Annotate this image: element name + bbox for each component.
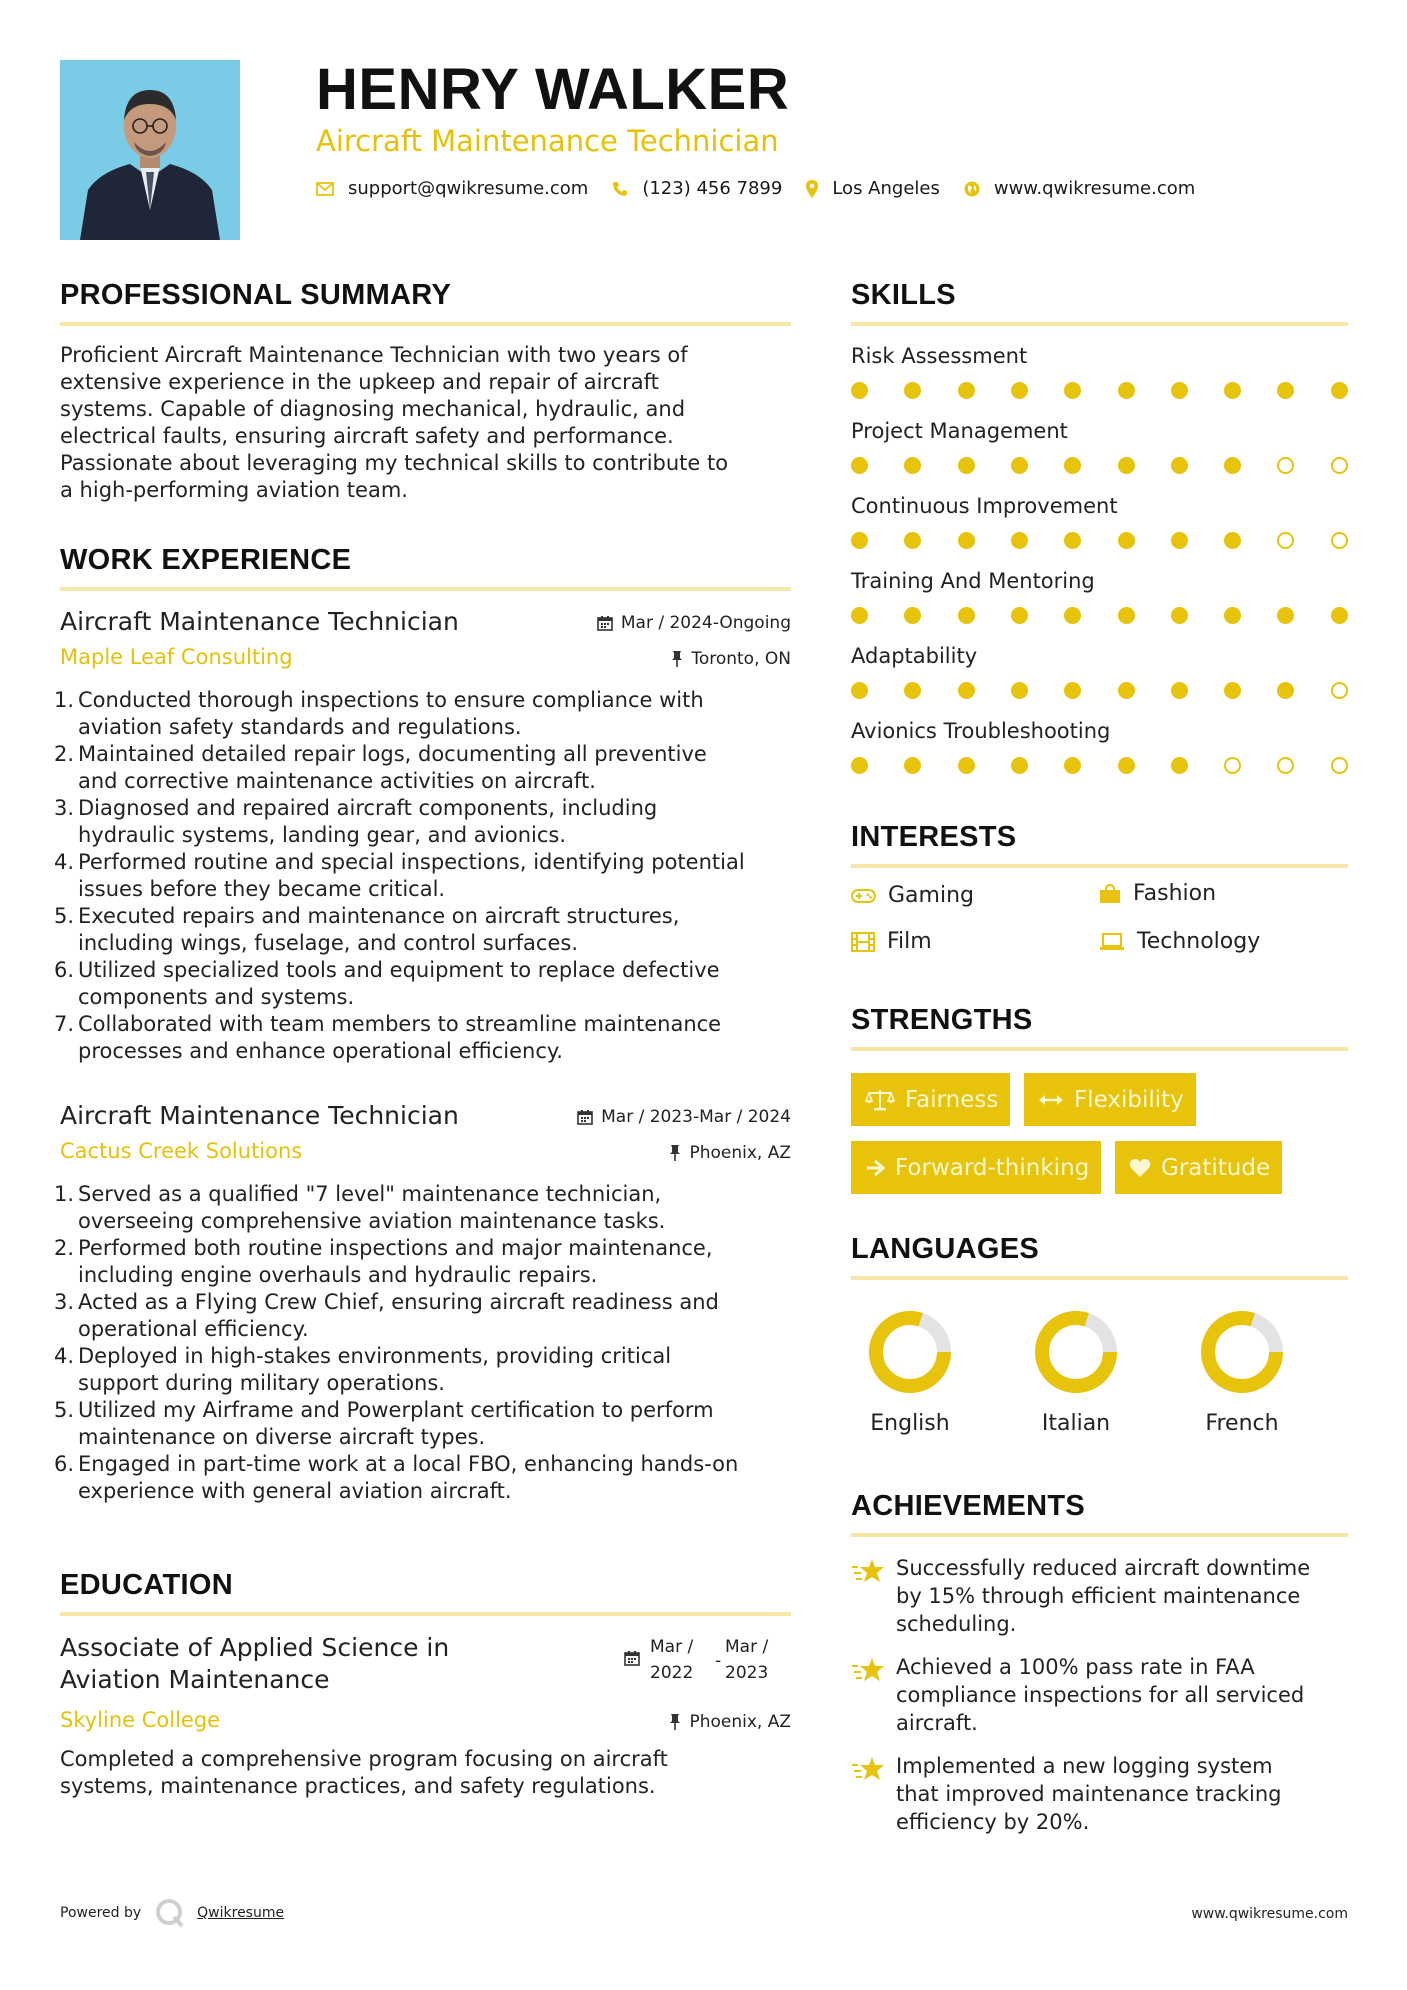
strength-chip (851, 1141, 1101, 1194)
item-line: Collaborated with team members to streamline maintenance (78, 1012, 722, 1036)
rating-dot-filled (958, 382, 975, 399)
item-line: Conducted thorough inspections to ensure compliance with (78, 688, 704, 712)
item-line: Performed routine and special inspections, identifying potential (78, 850, 745, 874)
rating-dot-filled (904, 532, 921, 549)
interest-gaming (851, 883, 974, 908)
date-line: Mar / (650, 1637, 694, 1657)
summary-line: electrical faults, ensuring aircraft safety and performance. (60, 424, 674, 448)
contact-email[interactable] (316, 178, 588, 199)
section-heading: INTERESTS (851, 821, 1017, 853)
list-item (54, 1011, 800, 1065)
profile-photo (60, 60, 240, 240)
powered-by-text: Powered by (60, 1905, 142, 1921)
section-heading: PROFESSIONAL SUMMARY (60, 279, 452, 311)
section-heading: SKILLS (851, 279, 956, 311)
rating-dot-filled (904, 757, 921, 774)
job-date (577, 1107, 791, 1127)
skill-name: Adaptability (851, 644, 978, 668)
arrows-horizontal-icon (1038, 1093, 1064, 1107)
item-number: 1. (54, 688, 75, 712)
rating-dot-empty (1224, 757, 1241, 774)
item-line: Deployed in high-stakes environments, providing critical (78, 1344, 672, 1368)
skill-row (851, 343, 1348, 400)
language-label: English (870, 1411, 950, 1436)
qwikresume-logo-icon (155, 1898, 185, 1928)
item-number: 7. (54, 1012, 75, 1036)
language-item (1016, 1307, 1136, 1436)
pushpin-icon (671, 651, 683, 667)
item-number: 5. (54, 904, 75, 928)
rating-dot-filled (1064, 607, 1081, 624)
rating-dot-filled (904, 382, 921, 399)
achievement-item (851, 1554, 1348, 1638)
rating-dot-filled (1011, 382, 1028, 399)
list-item (54, 1343, 800, 1397)
rating-dot-filled (1331, 382, 1348, 399)
rating-dot-filled (1064, 382, 1081, 399)
item-number: 1. (54, 1182, 75, 1206)
job-location (669, 1143, 791, 1163)
section-divider (851, 1276, 1348, 1280)
strength-label: Fairness (905, 1086, 999, 1113)
skill-name: Avionics Troubleshooting (851, 719, 1111, 743)
rating-dot-filled (1171, 757, 1188, 774)
rating-dot-filled (1118, 607, 1135, 624)
section-heading: WORK EXPERIENCE (60, 544, 352, 576)
star-icon (851, 1558, 885, 1584)
list-item (54, 1289, 800, 1343)
list-item (54, 795, 800, 849)
job-date-text: Mar / 2023-Mar / 2024 (601, 1107, 791, 1127)
section-divider (60, 587, 791, 591)
item-line: Engaged in part-time work at a local FBO, enhancing hands-on (78, 1452, 739, 1476)
skills-section (851, 279, 1348, 326)
achievement-line: that improved maintenance tracking (896, 1782, 1282, 1806)
section-heading: STRENGTHS (851, 1004, 1033, 1036)
skill-row (851, 718, 1348, 775)
rating-dot-filled (1171, 532, 1188, 549)
skill-rating (851, 530, 1348, 550)
rating-dot-filled (1064, 682, 1081, 699)
rating-dot-filled (904, 457, 921, 474)
rating-dot-filled (958, 757, 975, 774)
calendar-icon (577, 1109, 593, 1125)
interest-label: Gaming (888, 883, 974, 908)
arrow-right-icon (865, 1159, 885, 1177)
brand-link[interactable]: Qwikresume (197, 1905, 285, 1921)
location-text: Los Angeles (832, 178, 940, 199)
date-line: 2022 (650, 1663, 694, 1683)
job-company: Maple Leaf Consulting (60, 645, 293, 669)
email-text: support@qwikresume.com (348, 178, 589, 199)
list-item (54, 1181, 800, 1235)
skill-name: Continuous Improvement (851, 494, 1118, 518)
envelope-icon (316, 182, 334, 196)
rating-dot-filled (1224, 682, 1241, 699)
item-number: 6. (54, 958, 75, 982)
item-line: hydraulic systems, landing gear, and avionics. (78, 823, 567, 847)
languages-section (851, 1233, 1348, 1280)
experience-section (60, 544, 791, 591)
rating-dot-filled (1064, 457, 1081, 474)
summary-line: a high-performing aviation team. (60, 478, 408, 502)
achievement-item (851, 1653, 1348, 1737)
rating-dot-empty (1277, 457, 1294, 474)
list-item (54, 687, 800, 741)
interest-label: Fashion (1133, 881, 1217, 906)
skill-rating (851, 680, 1348, 700)
list-item (54, 903, 800, 957)
rating-dot-filled (1277, 382, 1294, 399)
skill-rating (851, 605, 1348, 625)
rating-dot-filled (1277, 607, 1294, 624)
interest-label: Technology (1137, 929, 1261, 954)
phone-icon (612, 181, 628, 197)
item-line: operational efficiency. (78, 1317, 309, 1341)
strength-label: Gratitude (1161, 1154, 1271, 1181)
rating-dot-filled (1064, 532, 1081, 549)
item-line: Diagnosed and repaired aircraft components, including (78, 796, 658, 820)
section-divider (851, 1047, 1348, 1051)
date-separator: - (715, 1651, 722, 1671)
job-role: Aircraft Maintenance Technician (60, 1101, 459, 1130)
strength-label: Forward-thinking (895, 1154, 1090, 1181)
education-location (669, 1712, 791, 1732)
list-item (54, 741, 800, 795)
rating-dot-empty (1277, 757, 1294, 774)
list-item (54, 849, 800, 903)
skill-name: Risk Assessment (851, 344, 1028, 368)
section-heading: ACHIEVEMENTS (851, 1490, 1086, 1522)
strengths-section (851, 1004, 1348, 1051)
item-line: including engine overhauls and hydraulic repairs. (78, 1263, 598, 1287)
item-line: Acted as a Flying Crew Chief, ensuring aircraft readiness and (78, 1290, 719, 1314)
date-line: 2023 (725, 1663, 769, 1683)
achievement-line: efficiency by 20%. (896, 1810, 1090, 1834)
summary-line: Proficient Aircraft Maintenance Technician with two years of (60, 343, 688, 367)
degree-line: Aviation Maintenance (60, 1665, 330, 1694)
education-description (60, 1746, 791, 1800)
laptop-icon (1099, 933, 1125, 951)
shopping-bag-icon (1099, 884, 1121, 904)
item-line: overseeing comprehensive aviation maintenance tasks. (78, 1209, 666, 1233)
contact-phone[interactable] (612, 178, 782, 199)
job-duties (54, 1181, 800, 1505)
degree-line: Associate of Applied Science in (60, 1633, 450, 1662)
rating-dot-filled (1118, 532, 1135, 549)
education-start-date (650, 1634, 693, 1686)
achievements-section (851, 1490, 1348, 1537)
summary-line: extensive experience in the upkeep and repair of aircraft (60, 370, 659, 394)
skill-row (851, 643, 1348, 700)
summary-text (60, 342, 800, 504)
achievement-line: compliance inspections for all serviced (896, 1683, 1305, 1707)
rating-dot-filled (958, 532, 975, 549)
achievement-item (851, 1752, 1348, 1836)
rating-dot-filled (1064, 757, 1081, 774)
item-line: Utilized my Airframe and Powerplant certification to perform (78, 1398, 714, 1422)
rating-dot-empty (1331, 457, 1348, 474)
language-proficiency-donut (1197, 1307, 1287, 1397)
job-company: Cactus Creek Solutions (60, 1139, 303, 1163)
language-label: Italian (1041, 1411, 1111, 1436)
skill-rating (851, 755, 1348, 775)
job-role: Aircraft Maintenance Technician (60, 607, 459, 636)
rating-dot-filled (1171, 682, 1188, 699)
candidate-name: HENRY WALKER (316, 57, 790, 122)
rating-dot-filled (1011, 607, 1028, 624)
desc-line: systems, maintenance practices, and safety regulations. (60, 1774, 656, 1798)
item-line: support during military operations. (78, 1371, 445, 1395)
rating-dot-filled (1118, 682, 1135, 699)
date-line: Mar / (725, 1637, 769, 1657)
item-number: 6. (54, 1452, 75, 1476)
calendar-icon (597, 615, 613, 631)
skill-row (851, 493, 1348, 550)
rating-dot-empty (1331, 682, 1348, 699)
rating-dot-filled (1118, 382, 1135, 399)
interest-film (851, 929, 932, 954)
item-line: maintenance on diverse aircraft types. (78, 1425, 486, 1449)
interests-section (851, 821, 1348, 868)
star-icon (851, 1756, 885, 1782)
rating-dot-filled (851, 757, 868, 774)
job-date (597, 613, 791, 633)
rating-dot-filled (958, 457, 975, 474)
education-location-text: Phoenix, AZ (689, 1712, 791, 1732)
item-number: 3. (54, 1290, 75, 1314)
item-line: and corrective maintenance activities on aircraft. (78, 769, 596, 793)
globe-icon (964, 181, 980, 197)
rating-dot-empty (1277, 532, 1294, 549)
item-number: 2. (54, 742, 75, 766)
summary-section (60, 279, 791, 326)
school-name: Skyline College (60, 1708, 221, 1732)
rating-dot-filled (1224, 532, 1241, 549)
rating-dot-filled (1011, 757, 1028, 774)
item-line: aviation safety standards and regulations. (78, 715, 522, 739)
heart-icon (1129, 1158, 1151, 1178)
item-number: 4. (54, 1344, 75, 1368)
skill-name: Training And Mentoring (851, 569, 1095, 593)
item-line: Served as a qualified "7 level" maintenance technician, (78, 1182, 662, 1206)
rating-dot-filled (1224, 457, 1241, 474)
list-item (54, 957, 800, 1011)
rating-dot-filled (1171, 457, 1188, 474)
rating-dot-filled (1171, 607, 1188, 624)
list-item (54, 1235, 800, 1289)
list-item (54, 1397, 800, 1451)
item-line: including wings, fuselage, and control surfaces. (78, 931, 579, 955)
job-location-text: Phoenix, AZ (689, 1143, 791, 1163)
strength-chip (851, 1073, 1010, 1126)
job-location-text: Toronto, ON (691, 649, 791, 669)
candidate-title: Aircraft Maintenance Technician (316, 124, 779, 158)
balance-scale-icon (865, 1089, 895, 1111)
achievement-line: Achieved a 100% pass rate in FAA (896, 1655, 1255, 1679)
section-heading: LANGUAGES (851, 1233, 1039, 1265)
gamepad-icon (851, 888, 876, 904)
item-line: processes and enhance operational efficiency. (78, 1039, 563, 1063)
interest-label: Film (887, 929, 932, 954)
rating-dot-filled (958, 682, 975, 699)
section-divider (851, 864, 1348, 868)
phone-text: (123) 456 7899 (642, 178, 783, 199)
rating-dot-filled (904, 682, 921, 699)
item-line: issues before they became critical. (78, 877, 446, 901)
job-duties (54, 687, 800, 1065)
rating-dot-filled (851, 382, 868, 399)
summary-line: Passionate about leveraging my technical skills to contribute to (60, 451, 729, 475)
calendar-icon (624, 1650, 640, 1666)
contact-website[interactable] (964, 178, 1195, 199)
item-number: 3. (54, 796, 75, 820)
rating-dot-filled (851, 607, 868, 624)
rating-dot-empty (1331, 532, 1348, 549)
job-date-text: Mar / 2024-Ongoing (620, 613, 791, 633)
pushpin-icon (669, 1714, 681, 1730)
education-section (60, 1569, 791, 1616)
rating-dot-filled (1118, 457, 1135, 474)
section-divider (60, 1612, 791, 1616)
interest-fashion (1099, 881, 1216, 906)
footer-website[interactable]: www.qwikresume.com (1191, 1906, 1348, 1922)
rating-dot-filled (958, 607, 975, 624)
film-icon (851, 932, 875, 952)
interest-technology (1099, 929, 1260, 954)
rating-dot-filled (1277, 682, 1294, 699)
achievement-line: by 15% through efficient maintenance (896, 1584, 1301, 1608)
star-icon (851, 1657, 885, 1683)
rating-dot-empty (1331, 757, 1348, 774)
rating-dot-filled (851, 682, 868, 699)
footer-powered-by (60, 1898, 284, 1928)
item-line: Executed repairs and maintenance on aircraft structures, (78, 904, 680, 928)
strength-label: Flexibility (1074, 1086, 1184, 1113)
achievement-line: Successfully reduced aircraft downtime (896, 1556, 1311, 1580)
language-item (850, 1307, 970, 1436)
rating-dot-filled (1118, 757, 1135, 774)
section-heading: EDUCATION (60, 1569, 233, 1601)
item-line: components and systems. (78, 985, 355, 1009)
contact-bar (316, 178, 1219, 199)
strength-chip (1115, 1141, 1282, 1194)
skill-rating (851, 380, 1348, 400)
rating-dot-filled (1011, 532, 1028, 549)
education-end-date (725, 1634, 768, 1686)
contact-location (806, 178, 940, 199)
list-item (54, 1451, 800, 1505)
item-number: 5. (54, 1398, 75, 1422)
degree-title (60, 1632, 530, 1696)
pushpin-icon (669, 1145, 681, 1161)
section-divider (851, 322, 1348, 326)
section-divider (851, 1533, 1348, 1537)
skill-rating (851, 455, 1348, 475)
skill-row (851, 418, 1348, 475)
section-divider (60, 322, 791, 326)
job-location (671, 649, 791, 669)
rating-dot-filled (1011, 457, 1028, 474)
rating-dot-filled (1224, 607, 1241, 624)
language-proficiency-donut (865, 1307, 955, 1397)
map-pin-icon (806, 180, 818, 198)
rating-dot-filled (1224, 382, 1241, 399)
language-label: French (1205, 1411, 1279, 1436)
item-line: Maintained detailed repair logs, documenting all preventive (78, 742, 707, 766)
rating-dot-filled (1171, 382, 1188, 399)
achievement-line: scheduling. (896, 1612, 1017, 1636)
achievement-line: aircraft. (896, 1711, 978, 1735)
rating-dot-filled (1331, 607, 1348, 624)
language-proficiency-donut (1031, 1307, 1121, 1397)
item-line: experience with general aviation aircraft. (78, 1479, 512, 1503)
rating-dot-filled (904, 607, 921, 624)
skill-name: Project Management (851, 419, 1068, 443)
rating-dot-filled (851, 532, 868, 549)
summary-line: systems. Capable of diagnosing mechanical, hydraulic, and (60, 397, 686, 421)
rating-dot-filled (851, 457, 868, 474)
skill-row (851, 568, 1348, 625)
item-number: 4. (54, 850, 75, 874)
desc-line: Completed a comprehensive program focusing on aircraft (60, 1747, 668, 1771)
strength-chip (1024, 1073, 1196, 1126)
language-item (1182, 1307, 1302, 1436)
item-line: Utilized specialized tools and equipment to replace defective (78, 958, 720, 982)
rating-dot-filled (1011, 682, 1028, 699)
item-line: Performed both routine inspections and major maintenance, (78, 1236, 713, 1260)
website-text: www.qwikresume.com (993, 178, 1196, 199)
achievement-line: Implemented a new logging system (896, 1754, 1273, 1778)
item-number: 2. (54, 1236, 75, 1260)
